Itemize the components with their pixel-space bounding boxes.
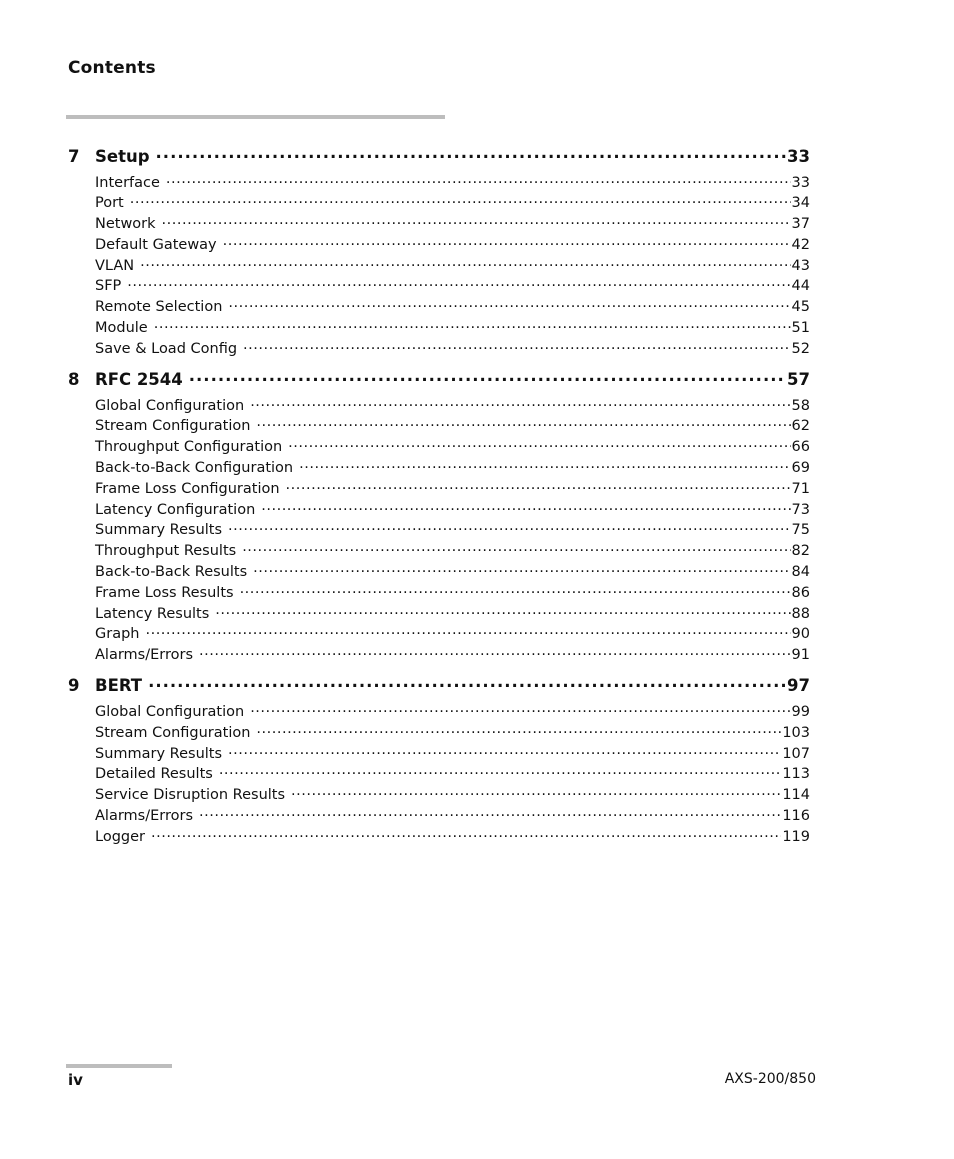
entry-page-number: 90 — [791, 626, 810, 643]
entry-page-number: 99 — [791, 704, 810, 721]
entry-title: Latency Configuration — [95, 501, 256, 518]
entry-page-number: 75 — [791, 522, 810, 539]
toc-entry[interactable] — [68, 722, 810, 743]
toc-chapter-row[interactable] — [68, 145, 810, 172]
entry-title: Frame Loss Results — [95, 584, 234, 601]
dot-leader — [154, 318, 791, 333]
dot-leader — [261, 499, 790, 514]
entry-page-number: 71 — [791, 480, 810, 497]
dot-leader — [288, 437, 790, 452]
entry-page-number: 91 — [791, 647, 810, 664]
dot-leader — [228, 520, 791, 535]
document-id: AXS-200/850 — [724, 1071, 816, 1087]
toc-entry[interactable] — [68, 458, 810, 479]
entry-title: Remote Selection — [95, 299, 223, 316]
dot-leader — [291, 785, 781, 800]
entry-title: Stream Configuration — [95, 418, 251, 435]
page-title: Contents — [68, 58, 156, 78]
entry-title: SFP — [95, 278, 122, 295]
toc-entry[interactable] — [68, 764, 810, 785]
entry-page-number: 82 — [791, 543, 810, 560]
dot-leader — [250, 395, 790, 410]
dot-leader — [140, 255, 790, 270]
toc-entry[interactable] — [68, 806, 810, 827]
toc-chapter-row[interactable] — [68, 675, 810, 702]
dot-leader — [127, 276, 790, 291]
toc-entry[interactable] — [68, 395, 810, 416]
entry-title: Save & Load Config — [95, 340, 238, 357]
table-of-contents — [68, 145, 810, 856]
dot-leader — [223, 234, 791, 249]
entry-page-number: 88 — [791, 605, 810, 622]
dot-leader — [199, 806, 781, 821]
toc-entry[interactable] — [68, 172, 810, 193]
toc-entry[interactable] — [68, 520, 810, 541]
chapter-page-number: 33 — [787, 146, 810, 166]
toc-entry[interactable] — [68, 193, 810, 214]
toc-entry[interactable] — [68, 437, 810, 458]
header-divider — [66, 115, 445, 119]
entry-title: Logger — [95, 828, 145, 845]
entry-title: Frame Loss Configuration — [95, 480, 280, 497]
dot-leader — [228, 297, 790, 312]
entry-page-number: 103 — [782, 724, 810, 741]
toc-entry[interactable] — [68, 562, 810, 583]
dot-leader — [189, 368, 786, 385]
entry-page-number: 114 — [782, 787, 810, 804]
entry-page-number: 116 — [782, 808, 810, 825]
entry-title: Global Configuration — [95, 397, 245, 414]
toc-entry[interactable] — [68, 276, 810, 297]
dot-leader — [151, 826, 781, 841]
toc-entry[interactable] — [68, 624, 810, 645]
toc-entry[interactable] — [68, 338, 810, 359]
dot-leader — [256, 416, 790, 431]
entry-page-number: 42 — [791, 236, 810, 253]
dot-leader — [166, 172, 791, 187]
entry-page-number: 34 — [791, 195, 810, 212]
entry-title: Alarms/Errors — [95, 647, 194, 664]
dot-leader — [243, 338, 791, 353]
dot-leader — [250, 702, 790, 717]
chapter-page-number: 97 — [787, 676, 810, 696]
toc-entry[interactable] — [68, 297, 810, 318]
entry-page-number: 33 — [791, 174, 810, 191]
entry-title: Throughput Configuration — [95, 439, 283, 456]
entry-page-number: 113 — [782, 766, 810, 783]
entry-title: Detailed Results — [95, 766, 213, 783]
entry-page-number: 119 — [782, 828, 810, 845]
entry-page-number: 52 — [791, 340, 810, 357]
toc-chapter-row[interactable] — [68, 368, 810, 395]
toc-entry[interactable] — [68, 826, 810, 847]
entry-title: Graph — [95, 626, 140, 643]
entry-page-number: 69 — [791, 460, 810, 477]
toc-entry[interactable] — [68, 255, 810, 276]
chapter-number: 8 — [68, 369, 80, 389]
entry-page-number: 37 — [791, 216, 810, 233]
entry-title: Latency Results — [95, 605, 210, 622]
toc-entry[interactable] — [68, 645, 810, 666]
page-number: iv — [68, 1071, 83, 1089]
entry-page-number: 107 — [782, 745, 810, 762]
entry-page-number: 73 — [791, 501, 810, 518]
dot-leader — [130, 193, 791, 208]
chapter-title: BERT — [95, 676, 143, 696]
entry-page-number: 45 — [791, 299, 810, 316]
dot-leader — [199, 645, 791, 660]
dot-leader — [299, 458, 790, 473]
entry-title: Alarms/Errors — [95, 808, 194, 825]
toc-entry[interactable] — [68, 234, 810, 255]
toc-entry[interactable] — [68, 785, 810, 806]
entry-page-number: 86 — [791, 584, 810, 601]
dot-leader — [256, 722, 781, 737]
dot-leader — [215, 603, 790, 618]
dot-leader — [228, 743, 781, 758]
toc-chapter — [68, 145, 810, 359]
dot-leader — [156, 145, 787, 162]
footer-divider — [66, 1064, 172, 1068]
toc-chapter — [68, 368, 810, 665]
entry-title: Stream Configuration — [95, 724, 251, 741]
toc-entry[interactable] — [68, 499, 810, 520]
toc-entry[interactable] — [68, 702, 810, 723]
chapter-number: 7 — [68, 146, 80, 166]
toc-entry[interactable] — [68, 214, 810, 235]
entry-page-number: 58 — [791, 397, 810, 414]
chapter-title: RFC 2544 — [95, 369, 183, 389]
dot-leader — [286, 478, 791, 493]
entry-title: Service Disruption Results — [95, 787, 286, 804]
entry-page-number: 51 — [791, 320, 810, 337]
entry-title: Default Gateway — [95, 236, 217, 253]
dot-leader — [145, 624, 790, 639]
entry-title: Global Configuration — [95, 704, 245, 721]
toc-chapter — [68, 675, 810, 848]
chapter-page-number: 57 — [787, 369, 810, 389]
entry-title: Summary Results — [95, 522, 223, 539]
entry-page-number: 43 — [791, 257, 810, 274]
entry-title: Module — [95, 320, 148, 337]
dot-leader — [242, 541, 790, 556]
entry-title: Throughput Results — [95, 543, 237, 560]
entry-page-number: 66 — [791, 439, 810, 456]
dot-leader — [148, 675, 786, 692]
entry-page-number: 84 — [791, 564, 810, 581]
chapter-title: Setup — [95, 146, 150, 166]
entry-title: Network — [95, 216, 156, 233]
dot-leader — [253, 562, 790, 577]
toc-entry[interactable] — [68, 541, 810, 562]
dot-leader — [162, 214, 791, 229]
toc-entry[interactable] — [68, 603, 810, 624]
entry-title: Back-to-Back Configuration — [95, 460, 294, 477]
chapter-number: 9 — [68, 676, 80, 696]
dot-leader — [219, 764, 782, 779]
entry-page-number: 62 — [791, 418, 810, 435]
dot-leader — [240, 582, 791, 597]
entry-title: VLAN — [95, 257, 135, 274]
toc-entry[interactable] — [68, 743, 810, 764]
toc-entry[interactable] — [68, 582, 810, 603]
entry-title: Interface — [95, 174, 160, 191]
toc-entry[interactable] — [68, 416, 810, 437]
toc-entry[interactable] — [68, 478, 810, 499]
entry-page-number: 44 — [791, 278, 810, 295]
entry-title: Back-to-Back Results — [95, 564, 248, 581]
toc-entry[interactable] — [68, 318, 810, 339]
entry-title: Port — [95, 195, 124, 212]
entry-title: Summary Results — [95, 745, 223, 762]
